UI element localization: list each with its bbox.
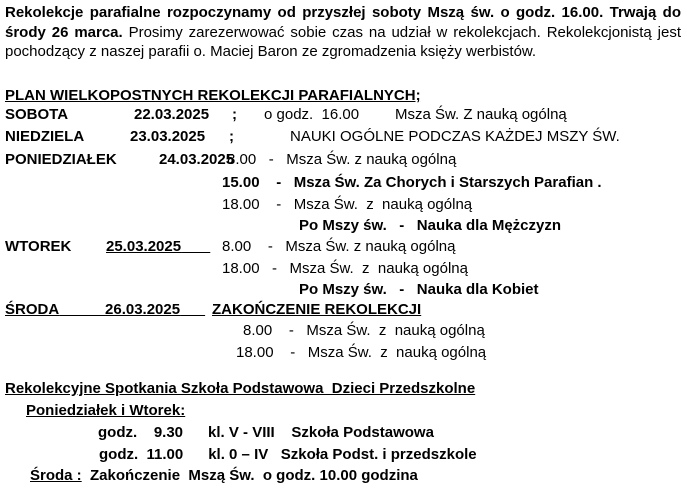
saturday-date: 22.03.2025 (134, 106, 210, 123)
monday-line3: 18.00 - Msza Św. z nauką ogólną (222, 196, 473, 213)
monday-line2: 15.00 - Msza Św. Za Chorych i Starszych Parafian . (222, 174, 602, 191)
tuesday-line1: 8.00 - Msza Św. z nauką ogólną (222, 238, 456, 255)
school-days: Poniedziałek i Wtorek: (26, 402, 186, 419)
school-wednesday-label: Środa : (30, 467, 82, 484)
intro-paragraph (5, 3, 681, 62)
saturday-event: Msza Św. Z nauką ogólną (395, 106, 567, 123)
sunday-event: NAUKI OGÓLNE PODCZAS KAŻDEJ MSZY ŚW. (290, 128, 620, 145)
intro-regular-text: Prosimy zarezerwować sobie czas na udział w rekolekcjach. Rekolekcjonistą jest pochodzący z naszej parafii o. Maciej Baron ze zgromadzenia księży werbistów. (5, 23, 681, 60)
monday-day: PONIEDZIAŁEK (5, 151, 117, 168)
tuesday-line2: 18.00 - Msza Św. z nauką ogólną (222, 260, 468, 277)
wednesday-day-date: ŚRODA 26.03.2025 (5, 301, 181, 318)
monday-line4: Po Mszy św. - Nauka dla Mężczyzn (299, 217, 562, 234)
sunday-date: 23.03.2025 (130, 128, 206, 145)
saturday-sep: ; (232, 106, 237, 123)
monday-line1: 8.00 - Msza Św. z nauką ogólną (227, 151, 457, 168)
wednesday-line1: 8.00 - Msza Św. z nauką ogólną (243, 322, 485, 339)
sunday-sep: ; (229, 128, 234, 145)
school-row2: godz. 11.00 kl. 0 – IV Szkoła Podst. i przedszkole (99, 446, 477, 463)
tuesday-date: 25.03.2025 (106, 238, 182, 255)
wednesday-line2: 18.00 - Msza Św. z nauką ogólną (236, 344, 487, 361)
plan-title: PLAN WIELKOPOSTNYCH REKOLEKCJI PARAFIALNYCH; (5, 87, 421, 104)
school-wednesday (30, 467, 418, 485)
saturday-day: SOBOTA (5, 106, 69, 123)
monday-date: 24.03.2025 (159, 151, 235, 168)
saturday-time: o godz. 16.00 (264, 106, 360, 123)
wednesday-title: ZAKOŃCZENIE REKOLEKCJI (212, 301, 422, 318)
tuesday-line3: Po Mszy św. - Nauka dla Kobiet (299, 281, 539, 298)
school-title: Rekolekcyjne Spotkania Szkoła Podstawowa Dzieci Przedszkolne (5, 380, 476, 397)
school-row1: godz. 9.30 kl. V - VIII Szkoła Podstawowa (98, 424, 434, 441)
school-wednesday-text: Zakończenie Mszą Św. o godz. 10.00 godzina (81, 467, 418, 484)
sunday-day: NIEDZIELA (5, 128, 85, 145)
tuesday-day: WTOREK (5, 238, 72, 255)
intro-bold-text: Rekolekcje parafialne rozpoczynamy od przyszłej soboty Mszą św. o godz. 16.00. Trwają do środy 26 marca. (5, 4, 681, 41)
